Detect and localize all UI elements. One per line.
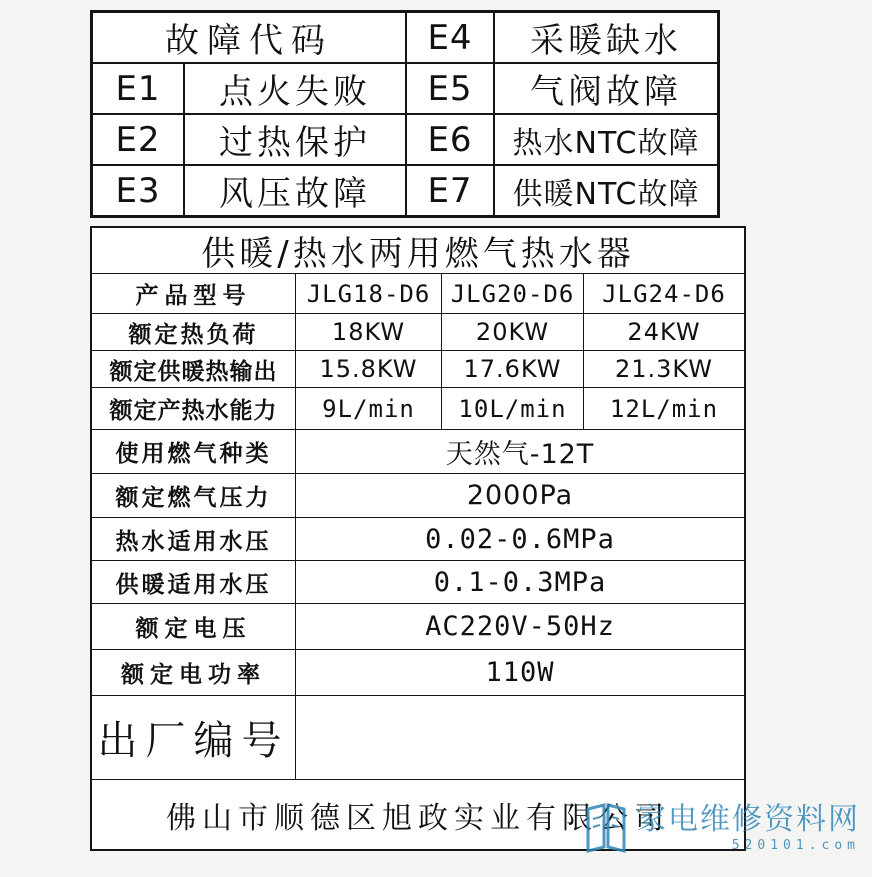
fault-code-e3: E3 (92, 165, 184, 216)
voltage-label: 额定电压 (92, 604, 296, 649)
serial-row (92, 696, 744, 780)
fault-desc-e4: 采暖缺水 (494, 12, 718, 63)
power-value: 110W (485, 657, 555, 688)
fault-code-e2: E2 (92, 114, 184, 165)
voltage-value: AC220V-50Hz (425, 611, 615, 642)
heating-output-2: 17.6KW (442, 351, 584, 387)
model-label: 产品型号 (92, 274, 296, 313)
fault-desc-e3: 风压故障 (184, 165, 406, 216)
hot-water-pressure-row (92, 518, 744, 561)
gas-type-value: 天然气-12T (445, 439, 595, 470)
watermark-title: 家电维修资料网 (636, 801, 860, 837)
hot-water-capacity-row (92, 388, 744, 430)
hot-water-pressure-value: 0.02-0.6MPa (425, 523, 615, 555)
heating-output-row (92, 351, 744, 388)
gas-type-label: 使用燃气种类 (92, 430, 296, 473)
fault-code-e1: E1 (92, 63, 184, 114)
fault-code-e7: E7 (406, 165, 494, 216)
fault-desc-e7: 供暖NTC故障 (494, 165, 718, 216)
power-label: 额定电功率 (92, 650, 296, 695)
fault-desc-e5: 气阀故障 (494, 63, 718, 114)
hot-water-capacity-label: 额定产热水能力 (92, 388, 296, 429)
book-logo-icon (584, 803, 628, 853)
heating-output-1: 15.8KW (296, 351, 442, 387)
model-2: JLG20-D6 (442, 274, 584, 313)
heating-output-3: 21.3KW (614, 355, 714, 383)
spec-heading-row (92, 228, 744, 274)
heating-pressure-label: 供暖适用水压 (92, 561, 296, 603)
model-3: JLG24-D6 (602, 279, 726, 308)
heating-pressure-row (92, 561, 744, 604)
fault-desc-e6: 热水NTC故障 (494, 114, 718, 165)
gas-pressure-row (92, 474, 744, 518)
heat-load-3: 24KW (627, 318, 701, 346)
model-row (92, 274, 744, 314)
company-name: 佛山市顺德区旭政实业有限公司 (166, 800, 670, 836)
fault-desc-e1: 点火失败 (184, 63, 406, 114)
heat-load-row (92, 314, 744, 351)
serial-label: 出厂编号 (92, 696, 296, 779)
fault-code-e4: E4 (406, 12, 494, 63)
fault-table-title: 故障代码 (92, 12, 406, 63)
model-1: JLG18-D6 (296, 274, 442, 313)
heat-load-1: 18KW (296, 314, 442, 350)
fault-code-e6: E6 (406, 114, 494, 165)
fault-code-table (90, 10, 720, 218)
fault-desc-e2: 过热保护 (184, 114, 406, 165)
spec-heading: 供暖/热水两用燃气热水器 (201, 234, 635, 273)
hot-water-capacity-2: 10L/min (442, 388, 584, 429)
heating-pressure-value: 0.1-0.3MPa (433, 566, 607, 598)
heating-output-label: 额定供暖热输出 (92, 351, 296, 387)
heat-load-2: 20KW (442, 314, 584, 350)
hot-water-capacity-1: 9L/min (296, 388, 442, 429)
gas-pressure-value: 2000Pa (466, 480, 574, 511)
fault-code-e5: E5 (406, 63, 494, 114)
hot-water-pressure-label: 热水适用水压 (92, 518, 296, 560)
voltage-row (92, 604, 744, 650)
watermark (584, 803, 860, 853)
heat-load-label: 额定热负荷 (92, 314, 296, 350)
hot-water-capacity-3: 12L/min (609, 394, 719, 423)
gas-type-row (92, 430, 744, 474)
serial-value (296, 696, 744, 779)
power-row (92, 650, 744, 696)
watermark-site: 520101.com (731, 837, 860, 853)
spec-table (90, 226, 746, 851)
gas-pressure-label: 额定燃气压力 (92, 474, 296, 517)
